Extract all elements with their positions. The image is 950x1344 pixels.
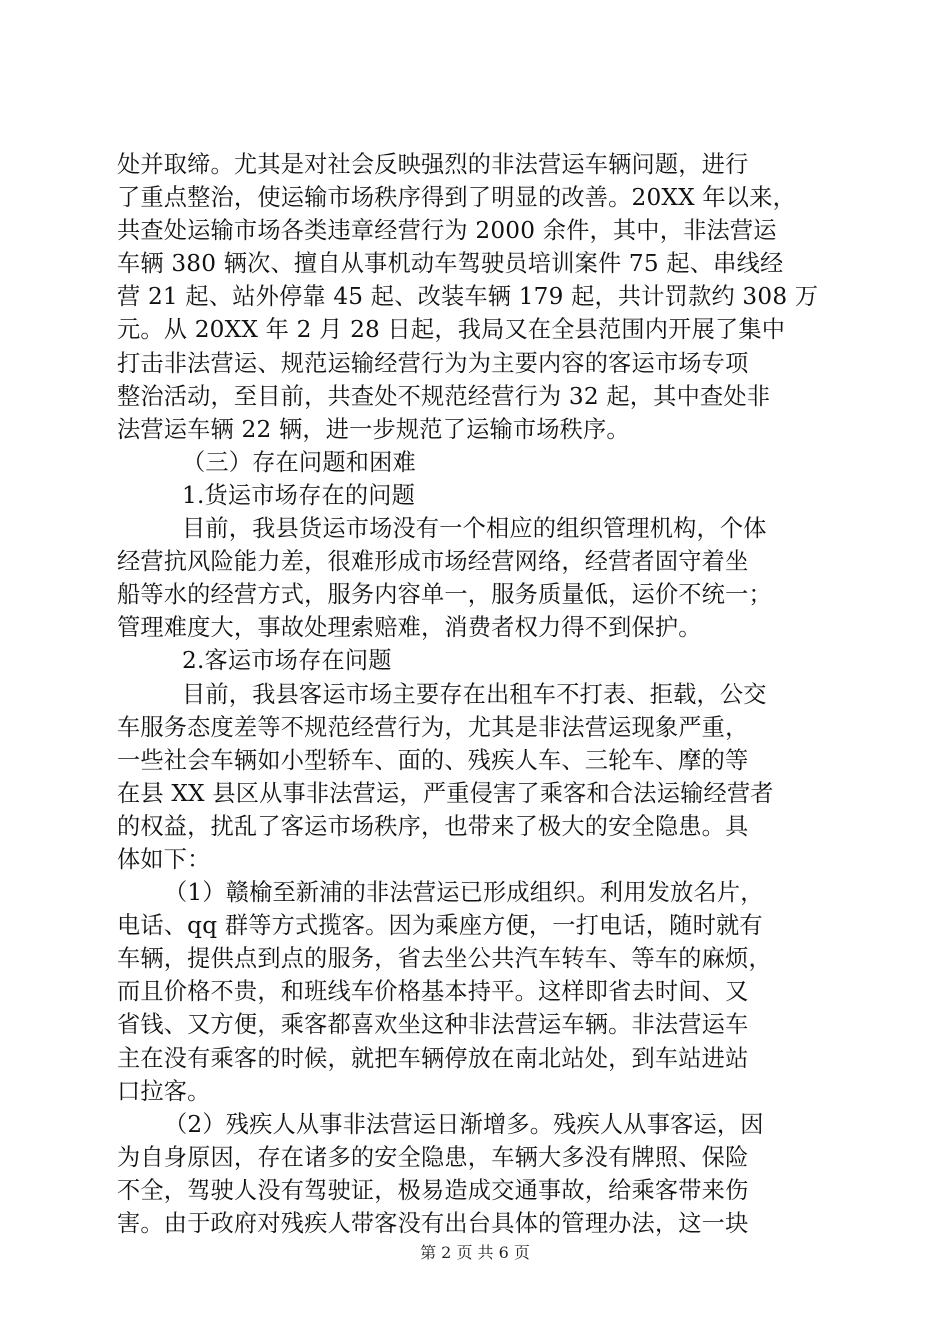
text-line: 元。从 20XX 年 2 月 28 日起，我局又在全县范围内开展了集中 xyxy=(117,316,786,344)
text-line: （三）存在问题和困难 xyxy=(182,448,416,476)
text-line: 电话、qq 群等方式揽客。因为乘座方便，一打电话，随时就有 xyxy=(117,912,763,940)
text-line: 害。由于政府对残疾人带客没有出台具体的管理办法，这一块 xyxy=(117,1210,749,1237)
text-line: 经营抗风险能力差，很难形成市场经营网络，经营者固守着坐 xyxy=(117,548,749,576)
text-line: 打击非法营运、规范运输经营行为为主要内容的客运市场专项 xyxy=(117,349,749,377)
text-line: 了重点整治，使运输市场秩序得到了明显的改善。20XX 年以来， xyxy=(117,184,796,212)
text-line: 省钱、又方便，乘客都喜欢坐这种非法营运车辆。非法营运车 xyxy=(117,1011,749,1039)
text-line: 体如下： xyxy=(117,845,211,873)
text-line: 不全，驾驶人没有驾驶证，极易造成交通事故，给乘客带来伤 xyxy=(117,1176,749,1204)
text-line: 营 21 起、站外停靠 45 起、改装车辆 179 起，共计罚款约 308 万 xyxy=(117,283,819,311)
text-line: 目前，我县货运市场没有一个相应的组织管理机构，个体 xyxy=(182,515,767,543)
text-line: 1.货运市场存在的问题 xyxy=(182,481,416,509)
text-line: 处并取缔。尤其是对社会反映强烈的非法营运车辆问题，进行 xyxy=(117,151,749,178)
text-line: 口拉客。 xyxy=(117,1077,211,1105)
text-line: 整治活动，至目前，共查处不规范经营行为 32 起，其中查处非 xyxy=(117,382,771,410)
text-line: 而且价格不贵，和班线车价格基本持平。这样即省去时间、又 xyxy=(117,978,749,1006)
text-line: 的权益，扰乱了客运市场秩序，也带来了极大的安全隐患。具 xyxy=(117,812,749,840)
document-body xyxy=(117,148,832,1240)
text-line: 车辆，提供点到点的服务，省去坐公共汽车转车、等车的麻烦， xyxy=(117,945,772,973)
page-footer: 第 2 页 共 6 页 xyxy=(420,1243,530,1262)
text-line: 目前，我县客运市场主要存在出租车不打表、拒载，公交 xyxy=(182,680,767,708)
text-line: 主在没有乘客的时候，就把车辆停放在南北站处，到车站进站 xyxy=(117,1044,749,1072)
text-line: 为自身原因，存在诸多的安全隐患，车辆大多没有牌照、保险 xyxy=(117,1143,749,1171)
text-line: 共查处运输市场各类违章经营行为 2000 余件，其中，非法营运 xyxy=(117,217,777,245)
text-line: 管理难度大，事故处理索赔难，消费者权力得不到保护。 xyxy=(117,614,702,642)
text-line: 法营运车辆 22 辆，进一步规范了运输市场秩序。 xyxy=(117,415,630,443)
text-line: 在县 XX 县区从事非法营运，严重侵害了乘客和合法运输经营者 xyxy=(117,779,774,807)
text-line: 一些社会车辆如小型轿车、面的、残疾人车、三轮车、摩的等 xyxy=(117,746,749,774)
text-line: （2）残疾人从事非法营运日渐增多。残疾人从事客运，因 xyxy=(164,1110,764,1138)
text-line: 船等水的经营方式，服务内容单一，服务质量低，运价不统一； xyxy=(117,581,772,609)
text-line: 车辆 380 辆次、擅自从事机动车驾驶员培训案件 75 起、串线经 xyxy=(117,250,784,278)
text-line: 2.客运市场存在问题 xyxy=(182,647,392,675)
text-line: 车服务态度差等不规范经营行为，尤其是非法营运现象严重， xyxy=(117,713,749,741)
text-line: （1）赣榆至新浦的非法营运已形成组织。利用发放名片， xyxy=(164,879,764,907)
